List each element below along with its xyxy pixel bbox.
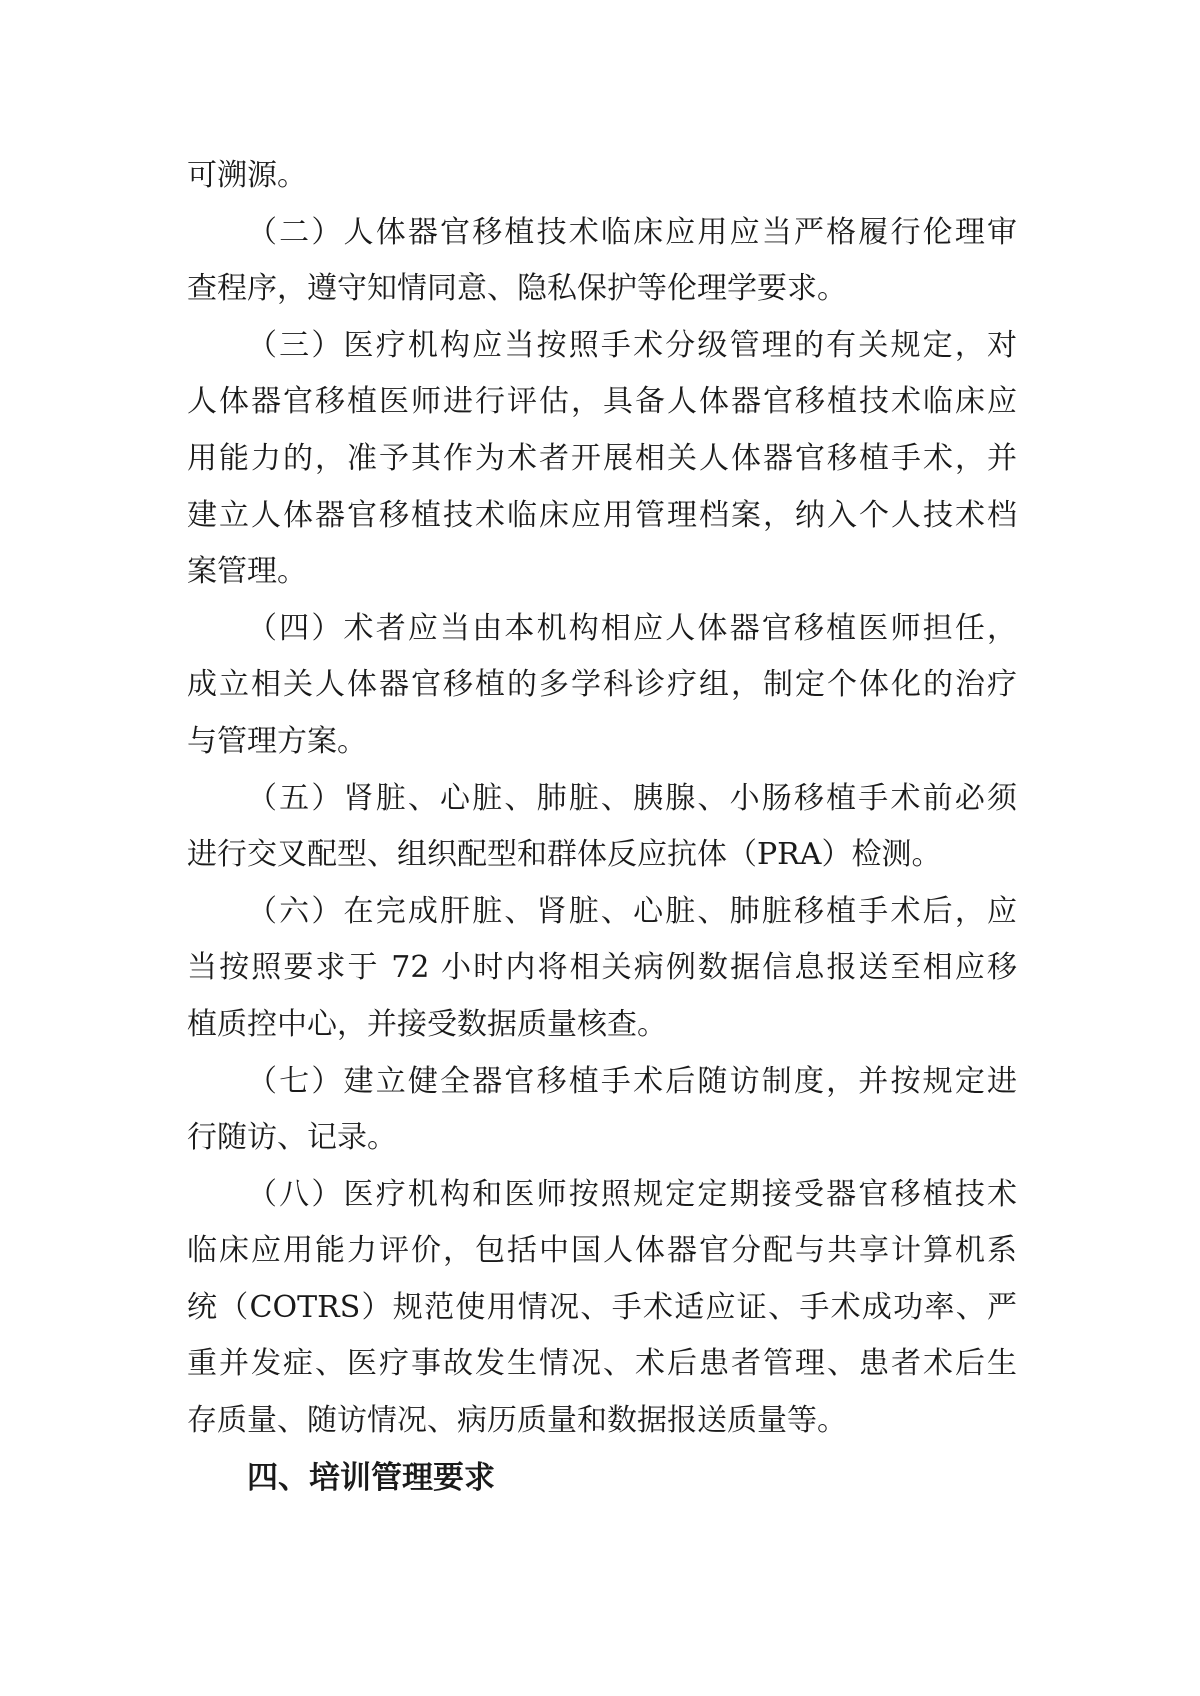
text-line: 案管理。 xyxy=(187,554,307,590)
text-line: （六）在完成肝脏、肾脏、心脏、肺脏移植手术后，应 xyxy=(247,893,1017,929)
text-line: 人体器官移植医师进行评估，具备人体器官移植技术临床应 xyxy=(187,384,1017,420)
text-line: （八）医疗机构和医师按照规定定期接受器官移植技术 xyxy=(247,1176,1017,1212)
text-line: 重并发症、医疗事故发生情况、术后患者管理、患者术后生 xyxy=(187,1346,1017,1382)
section-heading: 四、培训管理要求 xyxy=(247,1459,495,1496)
document-body xyxy=(187,148,1017,1450)
document-page xyxy=(187,148,1017,1506)
text-line: 与管理方案。 xyxy=(187,723,367,759)
text-line: （二）人体器官移植技术临床应用应当严格履行伦理审 xyxy=(247,214,1017,250)
text-line: 成立相关人体器官移植的多学科诊疗组，制定个体化的治疗 xyxy=(187,667,1017,703)
text-line: 临床应用能力评价，包括中国人体器官分配与共享计算机系 xyxy=(187,1233,1017,1269)
text-line: 当按照要求于 72 小时内将相关病例数据信息报送至相应移 xyxy=(187,950,1017,986)
text-line: 进行交叉配型、组织配型和群体反应抗体（PRA）检测。 xyxy=(187,837,942,873)
text-line: 用能力的，准予其作为术者开展相关人体器官移植手术，并 xyxy=(187,440,1017,476)
text-line: 存质量、随访情况、病历质量和数据报送质量等。 xyxy=(187,1403,847,1439)
text-line: （五）肾脏、心脏、肺脏、胰腺、小肠移植手术前必须 xyxy=(247,780,1017,816)
text-line: 查程序，遵守知情同意、隐私保护等伦理学要求。 xyxy=(187,271,847,307)
text-line: （三）医疗机构应当按照手术分级管理的有关规定，对 xyxy=(247,327,1017,363)
text-line: 统（COTRS）规范使用情况、手术适应证、手术成功率、严 xyxy=(187,1289,1017,1325)
text-line: 可溯源。 xyxy=(187,158,307,193)
text-line: 植质控中心，并接受数据质量核查。 xyxy=(187,1006,667,1042)
text-line: （七）建立健全器官移植手术后随访制度，并按规定进 xyxy=(247,1063,1017,1099)
text-line: 建立人体器官移植技术临床应用管理档案，纳入个人技术档 xyxy=(187,497,1017,533)
text-line: （四）术者应当由本机构相应人体器官移植医师担任， xyxy=(247,610,1017,646)
text-line: 行随访、记录。 xyxy=(187,1120,397,1156)
